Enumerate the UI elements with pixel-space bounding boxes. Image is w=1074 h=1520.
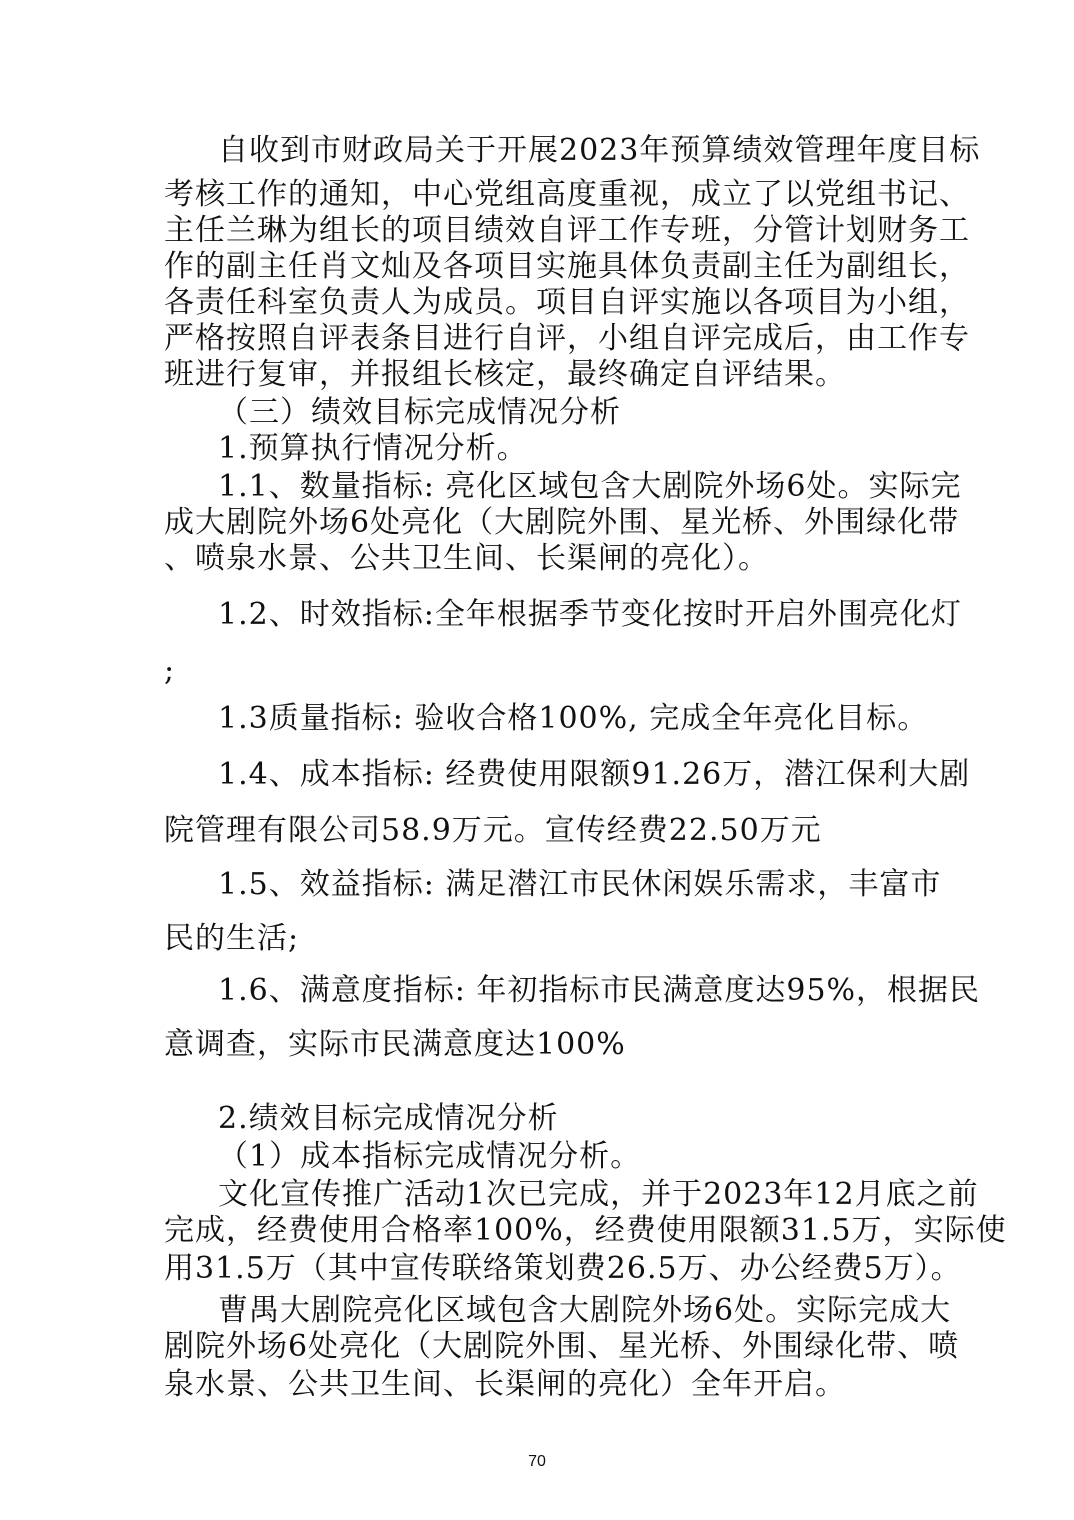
paragraph-line: 1.1、数量指标: 亮化区域包含大剧院外场6处。实际完 — [218, 469, 962, 504]
paragraph-line: 意调查，实际市民满意度达100% — [164, 1027, 626, 1062]
paragraph-line: 各责任科室负责人为成员。项目自评实施以各项目为小组， — [164, 285, 970, 320]
paragraph-line: 班进行复审，并报组长核定，最终确定自评结果。 — [164, 357, 846, 392]
paragraph-line: 民的生活; — [164, 921, 300, 956]
paragraph-line: 泉水景、公共卫生间、长渠闸的亮化）全年开启。 — [164, 1367, 846, 1402]
subsection-heading: （1）成本指标完成情况分析。 — [218, 1139, 642, 1174]
paragraph-line: 主任兰琳为组长的项目绩效自评工作专班，分管计划财务工 — [164, 213, 970, 248]
subsection-heading: 2.绩效目标完成情况分析 — [218, 1101, 559, 1136]
subsection-heading: 1.预算执行情况分析。 — [218, 431, 528, 466]
paragraph-line: 用31.5万（其中宣传联络策划费26.5万、办公经费5万）。 — [164, 1251, 962, 1286]
paragraph-line: 、喷泉水景、公共卫生间、长渠闸的亮化）。 — [164, 541, 769, 576]
paragraph-line: 1.3质量指标: 验收合格100%, 完成全年亮化目标。 — [218, 701, 929, 736]
paragraph-line: 文化宣传推广活动1次已完成，并于2023年12月底之前 — [218, 1177, 979, 1212]
paragraph-line: 完成，经费使用合格率100%，经费使用限额31.5万，实际使 — [164, 1213, 1007, 1248]
paragraph-line: 剧院外场6处亮化（大剧院外围、星光桥、外围绿化带、喷 — [164, 1329, 960, 1364]
page-number: 70 — [528, 1453, 546, 1470]
paragraph-line: 自收到市财政局关于开展2023年预算绩效管理年度目标 — [218, 133, 981, 168]
paragraph-line: 严格按照自评表条目进行自评，小组自评完成后，由工作专 — [164, 321, 970, 356]
paragraph-line: 作的副主任肖文灿及各项目实施具体负责副主任为副组长， — [164, 249, 970, 284]
paragraph-line: 1.4、成本指标: 经费使用限额91.26万，潜江保利大剧 — [218, 757, 971, 792]
paragraph-line: 考核工作的通知，中心党组高度重视，成立了以党组书记、 — [164, 177, 970, 212]
paragraph-line: 院管理有限公司58.9万元。宣传经费22.50万元 — [164, 813, 822, 848]
paragraph-line: 成大剧院外场6处亮化（大剧院外围、星光桥、外围绿化带 — [164, 505, 960, 540]
paragraph-line: ; — [164, 653, 176, 688]
paragraph-line: 1.2、时效指标:全年根据季节变化按时开启外围亮化灯 — [218, 597, 962, 632]
paragraph-line: 1.5、效益指标: 满足潜江市民休闲娱乐需求，丰富市 — [218, 867, 942, 902]
paragraph-line: 曹禺大剧院亮化区域包含大剧院外场6处。实际完成大 — [218, 1293, 952, 1328]
section-heading: （三）绩效目标完成情况分析 — [218, 395, 621, 430]
paragraph-line: 1.6、满意度指标: 年初指标市民满意度达95%，根据民 — [218, 973, 981, 1008]
